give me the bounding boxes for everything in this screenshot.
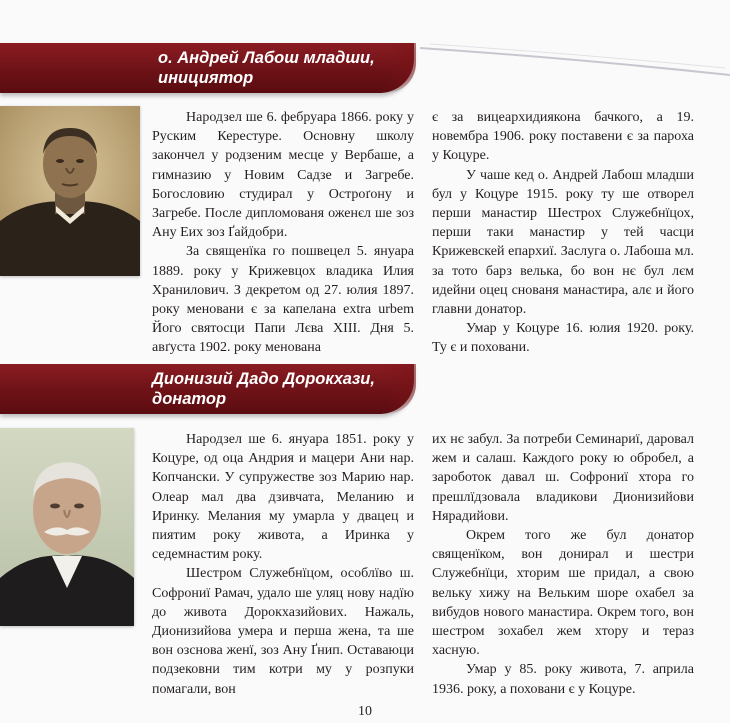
page-number: 10 bbox=[358, 704, 372, 719]
portrait-photo-dorokhazi bbox=[0, 428, 134, 626]
section-banner-dorokhazi bbox=[0, 364, 414, 414]
section-title-dorokhazi: Дионизий Дадо Дорокхази, донатор bbox=[152, 370, 375, 408]
section2-text-left: Народзел ше 6. януара 1851. року у Коцуре, од оца Андрия и мацери Ани нар. Копчански. У супружестве зоз Марию нар. Олеар мал два дзивчата, Меланию и Иринку. Мелания му умарла у двацец и пиятим року живота, а Иринка у седемнастим року. Шестром Служебнїцом, особлїво ш. Софрониї Рамач, удало ше уляц нову надїю до живота Дорокхазийових. Нажаль, Дионизийова умера и перша жена, та ше вон озснова женї, зоз Ану Ґнип. Оставаюци подзековни тим котри му у розпуки помагали, вон bbox=[152, 432, 414, 697]
portrait-photo-labosh bbox=[0, 106, 140, 276]
section-banner-labosh bbox=[0, 43, 414, 93]
decorative-swoosh bbox=[420, 40, 730, 80]
section1-text-left: Народзел ше 6. фебруара 1866. року у Руским Керестуре. Основну школу закончел у родзеним месце у Вербаше, а гимназию у Новим Садзе и Загребе. Богословию студирал у Остроґону и Загребе. После дипломованя оженєл ше зоз Ану Еих зоз Ґайдобри. За священїка го пошвецел 5. януара 1889. року у Крижевцох владика Илия Хранилович. З декретом од 27. юлия 1897. року меновани є за капелана extra urbem Його святосци Папи Лєва XIII. Дня 5. авґуста 1902. року менована bbox=[152, 110, 414, 356]
section2-text-right: их нє забул. За потреби Семинариї, даровал жем и салаш. Каждого року ю обробел, а зароботок давал ш. Софрониї хтора го прешлїдзовала владикови Дионизийови Нярадийови. Окрем того же бул донатор священїком, вон донирал и шестри Служебнїци, хторим ше придал, а свою вельку хижу на Вельким шоре охабел за вибудов нового манастира. Окрем того, вон шестром зохабел жем хтору и тераз хасную. Умар у 85. року живота, 7. априла 1936. року, а поховани є у Коцуре. bbox=[432, 432, 694, 697]
section-title-labosh: о. Андрей Лабош младши, инициятор bbox=[158, 49, 375, 87]
section1-text-right: є за вицеархидиякона бачкого, а 19. новембра 1906. року поставени є за пароха у Коцуре. У чаше кед о. Андрей Лабош младши бул у Коцуре 1915. року ту ше отворел перши манастир Шестрох Служебнїцох, перши таки манастир у тей часци Крижевскей епархиї. Заслуга о. Лабоша мл. за тото барз велька, бо вон нє бул лєм идейни оцец снованя манастира, алє и його главни донатор. Умар у Коцуре 16. юлия 1920. року. Ту є и поховани. bbox=[432, 110, 694, 356]
